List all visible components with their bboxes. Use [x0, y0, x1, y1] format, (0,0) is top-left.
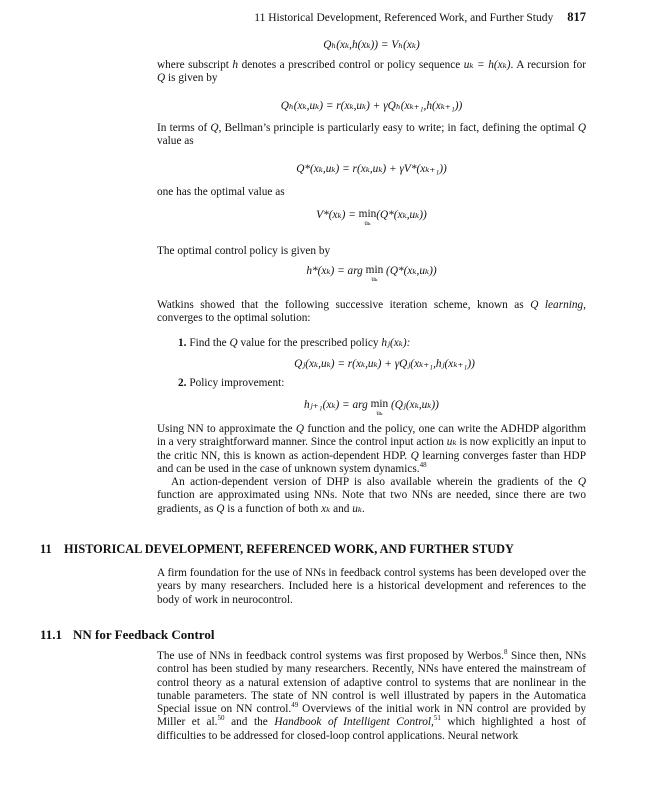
list-number: 1. [178, 337, 187, 349]
reference-superscript: 51 [433, 714, 441, 723]
text-run: Overviews of the initial work in NN control are provided by Miller et al. [157, 703, 586, 729]
list-item-1 [178, 336, 410, 349]
min-operator: min [365, 264, 384, 276]
section-heading-11 [40, 542, 514, 557]
eq-left: hⱼ₊₁(xₖ) = arg [304, 399, 371, 411]
text-run: Watkins showed that the following successive iteration scheme, known as [157, 299, 531, 311]
list-item-2 [178, 377, 284, 389]
text-run: function are approximated using NNs. Note that two NNs are needed, since there are two gradients, as [157, 489, 586, 515]
text-run: The use of NNs in feedback control systems was first proposed by Werbos. [157, 650, 504, 662]
equation-q-j: Qⱼ(xₖ,uₖ) = r(xₖ,uₖ) + γQⱼ(xₖ₊₁,hⱼ(xₖ₊₁)) [294, 358, 475, 370]
section-number: 11.1 [40, 627, 63, 642]
reference-superscript: 48 [419, 461, 427, 470]
text-run: uₖ = h(xₖ) [463, 59, 511, 71]
text-run: and [330, 502, 353, 515]
min-operator: min [358, 208, 377, 220]
text-run: is given by [165, 72, 218, 85]
text-run: . [362, 502, 365, 515]
text-run: Q [216, 502, 225, 515]
equation-q-recursion: Qₕ(xₖ,uₖ) = r(xₖ,uₖ) + γQₕ(xₖ₊₁,h(xₖ₊₁)) [280, 100, 463, 112]
paragraph [157, 122, 586, 149]
reference-superscript: 8 [504, 648, 508, 657]
equation-v-star [157, 208, 586, 227]
text-run: Q [577, 476, 586, 488]
text-run: . A recursion for [510, 59, 586, 71]
text-run: The optimal control policy is given by [157, 245, 331, 257]
equation-h-star [157, 264, 586, 283]
reference-superscript: 50 [217, 714, 225, 723]
equation-h-j1 [157, 398, 586, 417]
text-run: Using NN to approximate the [157, 423, 296, 435]
text-run: Since then, NNs control has been studied by many researchers. Recently, NNs have entered the mainstream of control theory as a natural extension of adaptive control to systems that are nonlinear in the tunable parameters. The state of NN control is well illustrated by papers in the Automatica Special issue on NN control. [157, 650, 586, 716]
text-run: converges to the optimal solution: [157, 312, 311, 325]
text-run: A firm foundation for the use of NNs in feedback control systems has been developed over the years by many researchers. Included here is a historical development and references to the body of work in neurocontrol. [157, 567, 586, 606]
list-text: hⱼ(xₖ): [381, 337, 411, 349]
min-operator: min [370, 398, 389, 410]
section-title: NN for Feedback Control [73, 627, 215, 642]
section-number: 11 [40, 542, 52, 556]
eq-left: h*(xₖ) = arg [306, 265, 366, 277]
text-run: Q [577, 122, 586, 134]
eq-right: (Q*(xₖ,uₖ)) [383, 265, 437, 277]
paragraph [157, 476, 586, 516]
section-heading-11-1 [40, 627, 214, 643]
text-run: and the [224, 716, 275, 729]
list-text: value for the prescribed policy [237, 337, 382, 349]
running-header [157, 10, 586, 25]
text-run: An action-dependent version of DHP is also available wherein the gradients of the [171, 476, 578, 488]
min-subscript: uₖ [376, 409, 383, 417]
min-subscript: uₖ [371, 275, 378, 283]
section-title: HISTORICAL DEVELOPMENT, REFERENCED WORK, AND FURTHER STUDY [64, 542, 514, 556]
text-run: one has the optimal value as [157, 186, 285, 198]
eq-right: (Q*(xₖ,uₖ)) [376, 209, 427, 221]
text-run: In terms of [157, 122, 211, 134]
paragraph [157, 245, 586, 258]
text-run: Q [295, 423, 305, 435]
text-run: xₖ [321, 502, 331, 515]
eq-left: V*(xₖ) = [316, 209, 359, 221]
paragraph [157, 186, 586, 199]
eq-right: (Qⱼ(xₖ,uₖ)) [388, 399, 439, 411]
text-run: , Bellman’s principle is particularly easy to write; in fact, defining the optimal [218, 122, 578, 134]
text-run: Q [157, 72, 166, 85]
paragraph [157, 650, 586, 743]
text-run: Q [210, 122, 219, 134]
text-run: is a function of both [224, 502, 322, 515]
list-text: Find the [189, 337, 230, 349]
text-run: function and the policy, one can write the ADHDP algorithm in a very straightforward manner. Since the control input action [157, 423, 586, 449]
text-run: uₖ [446, 436, 457, 449]
paragraph [157, 423, 586, 476]
paragraph [157, 567, 586, 607]
paragraph [157, 299, 586, 326]
paragraph [157, 59, 586, 86]
page-number: 817 [567, 10, 586, 24]
min-subscript: uₖ [364, 219, 371, 227]
equation-q-h: Qₕ(xₖ,h(xₖ)) = Vₕ(xₖ) [323, 39, 420, 51]
text-run: Q [410, 449, 419, 462]
text-run: learning converges faster than HDP and can be used in the case of unknown system dynamics. [157, 449, 586, 475]
running-title: 11 Historical Development, Referenced Work, and Further Study [254, 12, 554, 24]
list-number: 2. [178, 377, 187, 389]
text-run: Handbook of Intelligent Control, [274, 716, 434, 729]
text-run: uₖ [352, 502, 362, 515]
equation-q-star: Q*(xₖ,uₖ) = r(xₖ,uₖ) + γV*(xₖ₊₁)) [296, 163, 447, 175]
text-run: Q learning, [530, 299, 586, 311]
text-run: h [232, 59, 239, 71]
list-text: Q [229, 337, 238, 349]
list-text: Policy improvement: [189, 377, 285, 389]
text-run: which highlighted a host of difficulties to be addressed for closed-loop control applications. Neural network [157, 716, 586, 742]
text-run: denotes a prescribed control or policy sequence [238, 59, 464, 71]
reference-superscript: 49 [291, 701, 299, 710]
text-run: where subscript [157, 59, 233, 71]
text-run: value as [157, 135, 194, 148]
text-run: is now explicitly an input to the critic NN, this is known as action-dependent HDP. [157, 436, 586, 462]
